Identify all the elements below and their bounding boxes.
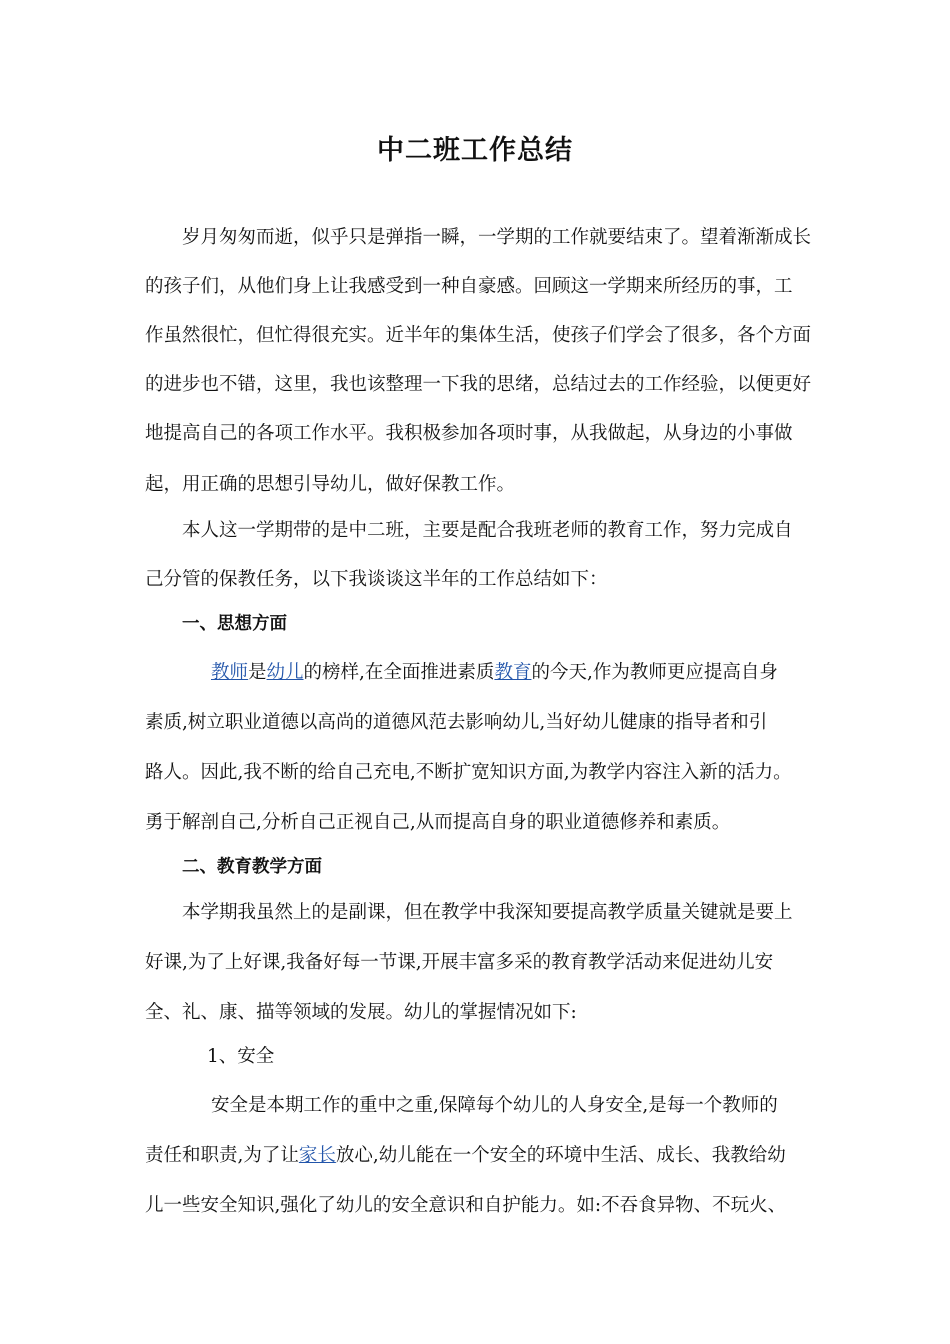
text-segment: 的今天,作为教师更应提高自身 <box>531 662 778 683</box>
section-heading-thought: 一、思想方面 <box>182 614 287 634</box>
paragraph-line: 安全是本期工作的重中之重,保障每个幼儿的人身安全,是每一个教师的 <box>211 1095 778 1116</box>
link-parent[interactable]: 家长 <box>298 1145 336 1166</box>
paragraph-line: 岁月匆匆而逝，似乎只是弹指一瞬，一学期的工作就要结束了。望着渐渐成长 <box>182 227 812 248</box>
subsection-heading-safety: 1、安全 <box>207 1046 275 1067</box>
paragraph-line <box>145 660 891 686</box>
paragraph-line: 的进步也不错，这里，我也该整理一下我的思绪，总结过去的工作经验，以便更好 <box>145 374 812 395</box>
paragraph-line: 好课,为了上好课,我备好每一节课,开展丰富多采的教育教学活动来促进幼儿安 <box>145 952 774 973</box>
paragraph-line <box>145 1143 825 1169</box>
link-child[interactable]: 幼儿 <box>266 662 304 683</box>
text-segment: 的榜样,在全面推进素质 <box>303 662 495 683</box>
text-segment: 责任和职责,为了让 <box>145 1145 299 1166</box>
paragraph-line: 的孩子们，从他们身上让我感受到一种自豪感。回顾这一学期来所经历的事，工 <box>145 276 793 297</box>
paragraph-line: 儿一些安全知识,强化了幼儿的安全意识和自护能力。如:不吞食异物、不玩火、 <box>145 1195 787 1216</box>
text-segment: 是 <box>248 662 267 683</box>
paragraph-line: 本人这一学期带的是中二班，主要是配合我班老师的教育工作，努力完成自 <box>182 520 793 541</box>
paragraph-line: 勇于解剖自己,分析自己正视自己,从而提高自身的职业道德修养和素质。 <box>145 812 731 833</box>
paragraph-line: 本学期我虽然上的是副课，但在教学中我深知要提高教学质量关键就是要上 <box>182 902 793 923</box>
paragraph-line: 全、礼、康、描等领域的发展。幼儿的掌握情况如下: <box>145 1002 577 1023</box>
link-teacher[interactable]: 教师 <box>211 662 249 683</box>
paragraph-line: 作虽然很忙，但忙得很充实。近半年的集体生活，使孩子们学会了很多，各个方面 <box>145 325 812 346</box>
text-segment: 放心,幼儿能在一个安全的环境中生活、成长、我教给幼 <box>335 1145 786 1166</box>
document-title: 中二班工作总结 <box>377 135 573 166</box>
link-education[interactable]: 教育 <box>494 662 532 683</box>
paragraph-line: 地提高自己的各项工作水平。我积极参加各项时事，从我做起，从身边的小事做 <box>145 423 793 444</box>
paragraph-line: 起，用正确的思想引导幼儿，做好保教工作。 <box>145 474 516 495</box>
section-heading-teaching: 二、教育教学方面 <box>182 857 322 877</box>
paragraph-line: 己分管的保教任务，以下我谈谈这半年的工作总结如下： <box>145 569 608 590</box>
paragraph-line: 素质,树立职业道德以高尚的道德风范去影响幼儿,当好幼儿健康的指导者和引 <box>145 712 768 733</box>
paragraph-line: 路人。因此,我不断的给自己充电,不断扩宽知识方面,为教学内容注入新的活力。 <box>145 762 792 783</box>
